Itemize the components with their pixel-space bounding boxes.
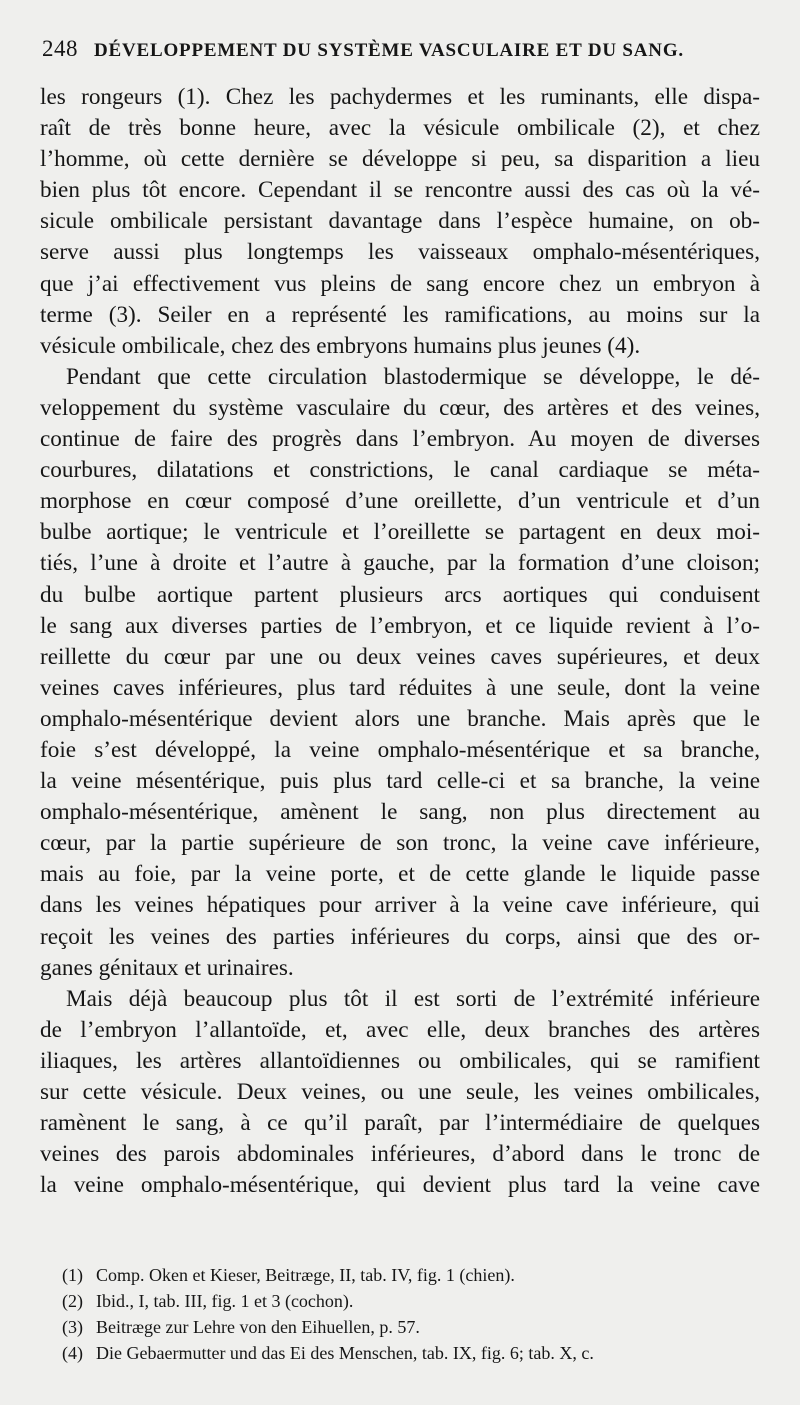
text-line: Pendant que cette circulation blastodermique se développe, le dé- xyxy=(66,363,760,390)
text-line: mais au foie, par la veine porte, et de cette glande le liquide passe xyxy=(40,861,760,888)
footnote xyxy=(62,1340,762,1366)
text-line: Mais déjà beaucoup plus tôt il est sorti de l’extrémité inférieure xyxy=(66,985,760,1012)
text-line: morphose en cœur composé d’une oreillette, d’un ventricule et d’un xyxy=(40,488,760,515)
text-line: terme (3). Seiler en a représenté les ramifications, au moins sur la xyxy=(40,301,760,328)
footnote-number: (1) xyxy=(62,1265,83,1285)
text-line: bien plus tôt encore. Cependant il se rencontre aussi des cas où la vé- xyxy=(40,177,760,204)
footnote-text: Beitræge zur Lehre von den Eihuellen, p. 57. xyxy=(96,1317,420,1337)
text-line: reçoit les veines des parties inférieures du corps, ainsi que des or- xyxy=(40,923,760,950)
footnote xyxy=(62,1262,762,1288)
text-line: le sang aux diverses parties de l’embryon, et ce liquide revient à l’o- xyxy=(40,612,760,639)
text-line: de l’embryon l’allantoïde, et, avec elle, deux branches des artères xyxy=(40,1016,760,1043)
text-line: foie s’est développé, la veine omphalo-mésentérique et sa branche, xyxy=(40,736,760,763)
text-line: la veine omphalo-mésentérique, qui devient plus tard la veine cave xyxy=(40,1172,760,1199)
footnote-number: (3) xyxy=(62,1317,83,1337)
text-line: les rongeurs (1). Chez les pachydermes et les ruminants, elle dispa- xyxy=(40,84,760,110)
text-line: que j’ai effectivement vus pleins de sang encore chez un embryon à xyxy=(40,270,760,297)
paragraph xyxy=(40,82,760,362)
footnote xyxy=(62,1314,762,1340)
text-line: raît de très bonne heure, avec la vésicule ombilicale (2), et chez xyxy=(40,115,760,142)
page-header xyxy=(42,36,762,62)
text-line: veines caves inférieures, plus tard réduites à une seule, dont la veine xyxy=(40,674,760,701)
footnote-text: Comp. Oken et Kieser, Beitræge, II, tab. IV, fig. 1 (chien). xyxy=(96,1265,515,1285)
text-line: iliaques, les artères allantoïdiennes ou ombilicales, qui se ramifient xyxy=(40,1047,760,1074)
text-line: sur cette vésicule. Deux veines, ou une seule, les veines ombilicales, xyxy=(40,1079,760,1105)
text-line: omphalo-mésentérique, amènent le sang, non plus directement au xyxy=(40,799,760,826)
body-text xyxy=(40,82,760,1201)
text-line: veloppement du système vasculaire du cœur, des artères et des veines, xyxy=(40,394,760,421)
footnote-text: Die Gebaermutter und das Ei des Menschen, tab. IX, fig. 6; tab. X, c. xyxy=(96,1343,594,1363)
running-title: DÉVELOPPEMENT DU SYSTÈME VASCULAIRE ET DU SANG. xyxy=(94,40,684,61)
footnote xyxy=(62,1288,762,1314)
text-line: vésicule ombilicale, chez des embryons humains plus jeunes (4). xyxy=(40,332,641,359)
text-line: cœur, par la partie supérieure de son tronc, la veine cave inférieure, xyxy=(40,830,760,857)
text-line: reillette du cœur par une ou deux veines caves supérieures, et deux xyxy=(40,643,760,670)
text-line: l’homme, où cette dernière se développe si peu, sa disparition a lieu xyxy=(40,146,760,173)
text-line: du bulbe aortique partent plusieurs arcs aortiques qui conduisent xyxy=(40,581,760,608)
text-line: ganes génitaux et urinaires. xyxy=(40,954,294,981)
text-line: la veine mésentérique, puis plus tard celle-ci et sa branche, la veine xyxy=(40,768,760,795)
footnotes xyxy=(62,1262,762,1366)
text-line: sicule ombilicale persistant davantage dans l’espèce humaine, on ob- xyxy=(40,208,760,235)
text-line: continue de faire des progrès dans l’embryon. Au moyen de diverses xyxy=(40,426,760,453)
text-line: omphalo-mésentérique devient alors une branche. Mais après que le xyxy=(40,705,760,732)
text-line: dans les veines hépatiques pour arriver à la veine cave inférieure, qui xyxy=(40,892,760,919)
footnote-number: (2) xyxy=(62,1291,83,1311)
text-line: veines des parois abdominales inférieures, d’abord dans le tronc de xyxy=(40,1141,760,1168)
paragraph xyxy=(40,362,760,984)
text-line: ramènent le sang, à ce qu’il paraît, par l’intermédiaire de quelques xyxy=(40,1110,760,1137)
footnote-number: (4) xyxy=(62,1343,83,1363)
text-line: courbures, dilatations et constrictions, le canal cardiaque se méta- xyxy=(40,457,760,484)
text-line: tiés, l’une à droite et l’autre à gauche, par la formation d’une cloison; xyxy=(40,550,760,577)
paragraph xyxy=(40,984,760,1202)
footnote-text: Ibid., I, tab. III, fig. 1 et 3 (cochon). xyxy=(96,1291,354,1311)
text-line: bulbe aortique; le ventricule et l’oreillette se partagent en deux moi- xyxy=(40,519,760,546)
text-line: serve aussi plus longtemps les vaisseaux omphalo-mésentériques, xyxy=(40,239,760,266)
page-number: 248 xyxy=(42,36,78,61)
